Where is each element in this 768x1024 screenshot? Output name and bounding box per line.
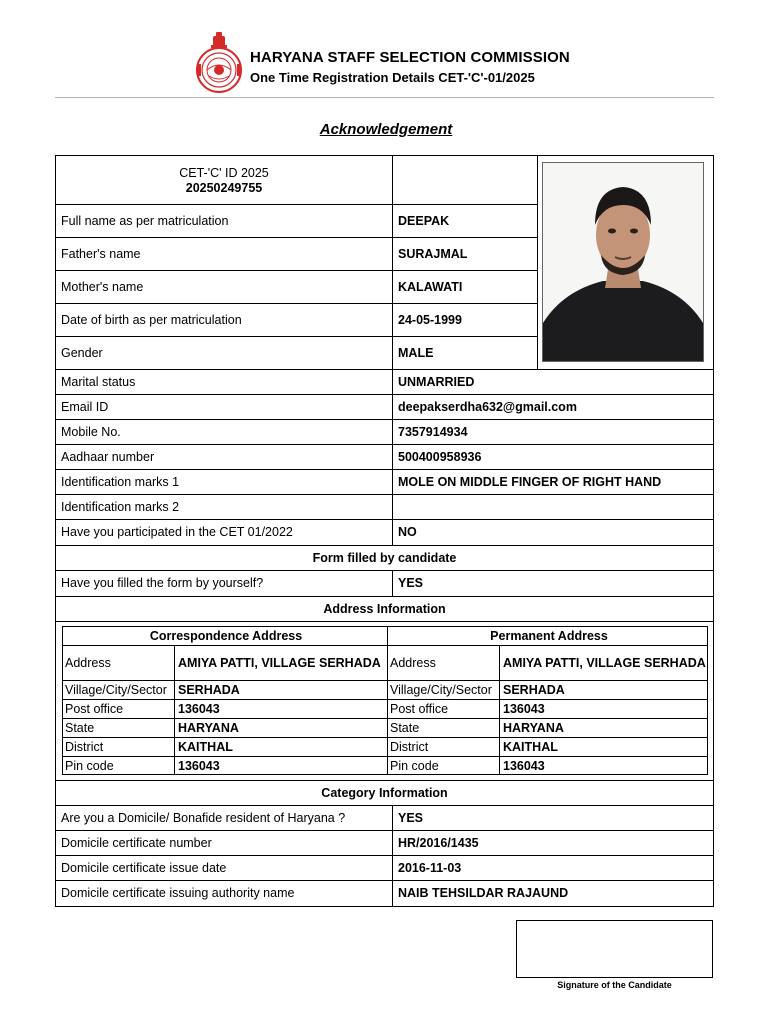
acknowledgement-heading: Acknowledgement	[319, 121, 453, 138]
candidate-photo	[542, 162, 704, 362]
address-divider	[63, 756, 707, 757]
row-value-full-name: DEEPAK	[398, 213, 450, 228]
address-divider	[387, 627, 388, 774]
corr-label-pin-code: Pin code	[65, 759, 114, 773]
table-divider	[56, 519, 713, 520]
row-label-domicile-issue-date: Domicile certificate issue date	[61, 860, 227, 875]
correspondence-address-heading: Correspondence Address	[149, 629, 303, 643]
row-label-father-name: Father's name	[61, 246, 141, 261]
corr-label-district: District	[65, 740, 104, 754]
row-value-mobile: 7357914934	[398, 424, 468, 439]
perm-value-village: SERHADA	[503, 683, 565, 697]
row-label-identification-2: Identification marks 2	[61, 499, 180, 514]
header-subtitle: One Time Registration Details CET-'C'-01/2025	[250, 70, 535, 85]
perm-label-post-office: Post office	[390, 702, 449, 716]
table-divider	[56, 570, 713, 571]
row-value-father-name: SURAJMAL	[398, 246, 468, 261]
table-divider	[56, 204, 537, 205]
row-value-dob: 24-05-1999	[398, 312, 462, 327]
table-divider	[392, 156, 393, 545]
address-divider	[63, 680, 707, 681]
table-divider	[56, 469, 713, 470]
header-divider	[55, 97, 714, 98]
corr-label-village: Village/City/Sector	[65, 683, 167, 697]
row-label-marital-status: Marital status	[61, 374, 136, 389]
cet-id-label: CET-'C' ID 2025	[179, 165, 269, 180]
corr-label-state: State	[65, 721, 95, 735]
corr-value-village: SERHADA	[178, 683, 240, 697]
row-value-identification-1: MOLE ON MIDDLE FINGER OF RIGHT HAND	[398, 474, 662, 489]
address-divider	[174, 645, 175, 774]
row-value-gender: MALE	[398, 345, 434, 360]
row-label-full-name: Full name as per matriculation	[61, 213, 229, 228]
row-label-domicile-authority: Domicile certificate issuing authority name	[61, 886, 295, 900]
address-divider	[63, 737, 707, 738]
table-divider	[56, 780, 713, 781]
perm-value-state: HARYANA	[503, 721, 564, 735]
row-value-domicile-issue-date: 2016-11-03	[398, 860, 462, 875]
perm-label-village: Village/City/Sector	[390, 683, 492, 697]
row-label-identification-1: Identification marks 1	[61, 474, 180, 489]
row-label-domicile: Are you a Domicile/ Bonafide resident of Haryana ?	[61, 810, 346, 825]
table-divider	[56, 621, 713, 622]
row-label-dob: Date of birth as per matriculation	[61, 312, 242, 327]
row-value-cet-2022: NO	[398, 525, 417, 539]
header-title: HARYANA STAFF SELECTION COMMISSION	[250, 49, 570, 66]
table-divider	[56, 336, 537, 337]
perm-label-pin-code: Pin code	[390, 759, 439, 773]
table-divider	[56, 855, 713, 856]
row-value-identification-2	[393, 494, 713, 519]
row-label-email: Email ID	[61, 399, 109, 414]
table-divider	[56, 303, 537, 304]
table-divider	[537, 156, 538, 369]
table-divider	[56, 419, 713, 420]
row-label-mother-name: Mother's name	[61, 279, 144, 294]
corr-value-district: KAITHAL	[178, 740, 233, 754]
perm-value-post-office: 136043	[503, 702, 545, 716]
address-heading: Address Information	[323, 601, 446, 616]
registration-form-table	[55, 155, 714, 907]
row-value-mother-name: KALAWATI	[398, 279, 463, 294]
row-label-domicile-number: Domicile certificate number	[61, 835, 212, 850]
category-heading: Category Information	[321, 785, 448, 800]
table-divider	[56, 494, 713, 495]
address-table	[62, 626, 708, 775]
table-divider	[56, 545, 713, 546]
table-divider	[56, 830, 713, 831]
table-divider	[56, 270, 537, 271]
form-filled-heading: Form filled by candidate	[312, 550, 457, 565]
row-label-cet-2022: Have you participated in the CET 01/2022	[61, 525, 293, 539]
row-value-domicile-number: HR/2016/1435	[398, 835, 479, 850]
permanent-address-heading: Permanent Address	[490, 629, 608, 643]
cet-id-value: 20250249755	[185, 180, 263, 195]
table-divider	[56, 394, 713, 395]
perm-value-pin-code: 136043	[503, 759, 545, 773]
row-value-marital-status: UNMARRIED	[398, 374, 475, 389]
row-value-email: deepakserdha632@gmail.com	[398, 399, 577, 414]
corr-value-address: AMIYA PATTI, VILLAGE SERHADA	[178, 656, 381, 670]
table-divider	[56, 444, 713, 445]
haryana-emblem-icon	[192, 32, 246, 94]
signature-label: Signature of the Candidate	[557, 980, 672, 990]
row-value-domicile: YES	[398, 810, 424, 825]
corr-value-pin-code: 136043	[178, 759, 220, 773]
row-label-gender: Gender	[61, 345, 103, 360]
address-divider	[63, 645, 707, 646]
table-divider	[56, 369, 713, 370]
row-label-form-filled: Have you filled the form by yourself?	[61, 576, 264, 590]
table-divider	[56, 805, 713, 806]
table-divider	[56, 880, 713, 881]
perm-value-district: KAITHAL	[503, 740, 558, 754]
perm-label-state: State	[390, 721, 420, 735]
corr-label-post-office: Post office	[65, 702, 124, 716]
signature-box	[516, 920, 713, 978]
perm-label-address: Address	[390, 656, 436, 670]
perm-value-address: AMIYA PATTI, VILLAGE SERHADA	[503, 656, 706, 670]
corr-value-state: HARYANA	[178, 721, 239, 735]
address-divider	[499, 645, 500, 774]
row-label-mobile: Mobile No.	[61, 424, 121, 439]
table-divider	[392, 570, 393, 596]
row-value-form-filled: YES	[398, 576, 424, 590]
address-divider	[63, 718, 707, 719]
address-divider	[63, 699, 707, 700]
row-label-aadhaar: Aadhaar number	[61, 449, 155, 464]
cet-id-cell	[56, 156, 392, 204]
row-value-aadhaar: 500400958936	[398, 449, 482, 464]
row-value-domicile-authority: NAIB TEHSILDAR RAJAUND	[398, 886, 569, 900]
corr-value-post-office: 136043	[178, 702, 220, 716]
table-divider	[56, 596, 713, 597]
perm-label-district: District	[390, 740, 429, 754]
page-header	[0, 28, 768, 98]
table-divider	[56, 237, 537, 238]
corr-label-address: Address	[65, 656, 111, 670]
